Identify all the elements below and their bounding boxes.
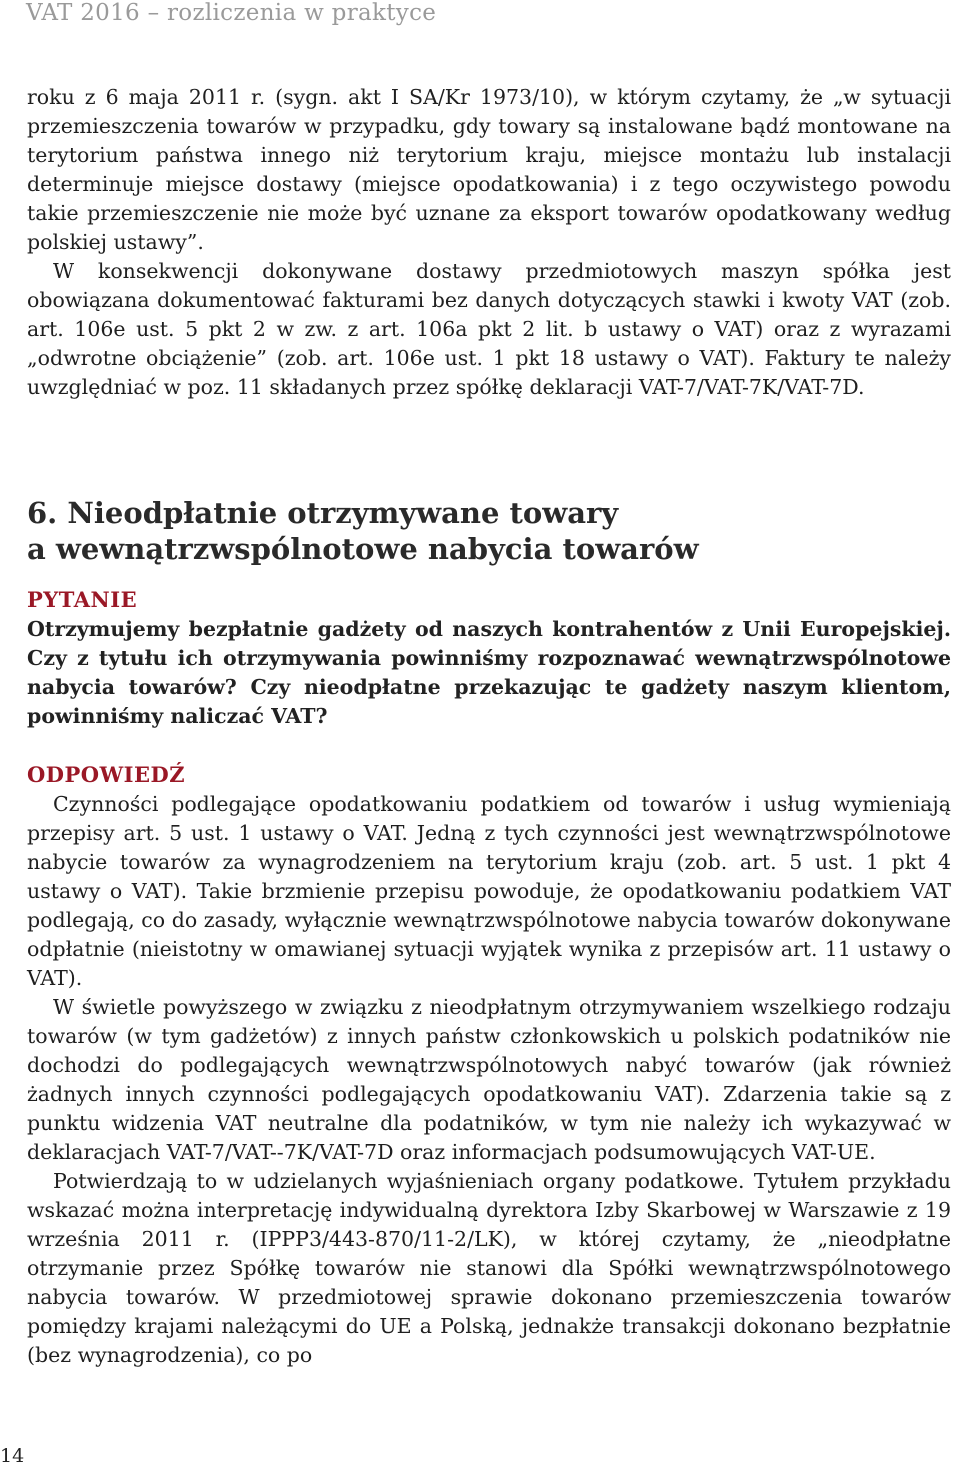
section-heading-line1 (27, 495, 951, 531)
answer-paragraph: Potwierdzają to w udzielanych wyjaśnieniach organy podatkowe. Tytułem przykładu wskazać można interpretację indywidualną dyrektora Izby Skarbowej w Warszawie z 19 września 2011 r. (IPPP3/443-870/11-2/LK), w której czytamy, że „nieodpłatne otrzymanie przez Spółkę towarów nie stanowi dla Spółki wewnątrzwspólnotowego nabycia towarów. W przedmiotowej sprawie dokonano przemieszczenia towarów pomiędzy krajami należącymi do UE a Polską, jednakże transakcji dokonano bezpłatnie (bez wynagrodzenia), co po (27, 1169, 951, 1367)
answer-label: ODPOWIEDŹ (27, 762, 186, 787)
answer-text (27, 790, 951, 1370)
section-title-line2: a wewnątrzwspólnotowe nabycia towarów (27, 532, 699, 566)
section-title-line1: Nieodpłatnie otrzymywane towary (67, 496, 619, 530)
page-number: 14 (0, 1445, 25, 1467)
running-header-title: VAT 2016 – rozliczenia w praktyce (26, 0, 437, 26)
answer-paragraph: W świetle powyższego w związku z nieodpłatnym otrzymywaniem wszelkiego rodzaju towarów (w tym gadżetów) z innych państw członkowskich u polskich podatników nie dochodzi do podlegających wewnątrzwspólnotowych nabyć towarów (jak również żadnych innych czynności podlegających opodatkowaniu VAT). Zdarzenia takie są z punktu widzenia VAT neutralne dla podatników, w tym nie należy ich wykazywać w deklaracjach VAT-7/VAT--7K/VAT-7D oraz informacjach podsumowujących VAT-UE. (27, 995, 951, 1164)
intro-paragraph: W konsekwencji dokonywane dostawy przedmiotowych maszyn spółka jest obowiązana dokumentować fakturami bez danych dotyczących stawki i kwoty VAT (zob. art. 106e ust. 5 pkt 2 w zw. z art. 106a pkt 2 lit. b ustawy o VAT) oraz z wyrazami „odwrotne obciążenie” (zob. art. 106e ust. 1 pkt 18 ustawy o VAT). Faktury te należy uwzględniać w poz. 11 składanych przez spółkę deklaracji VAT-7/VAT-7K/VAT-7D. (27, 259, 951, 399)
answer-paragraph: Czynności podlegające opodatkowaniu podatkiem od towarów i usług wymieniają przepisy art. 5 ust. 1 ustawy o VAT. Jedną z tych czynności jest wewnątrzwspólnotowe nabycie towarów za wynagrodzeniem na terytorium kraju (zob. art. 5 ust. 1 pkt 4 ustawy o VAT). Takie brzmienie przepisu powoduje, że opodatkowaniu podatkiem VAT podlegają, co do zasady, wyłącznie wewnątrzwspólnotowe nabycia towarów dokonywane odpłatnie (nieistotny w omawianej sytuacji wyjątek wynika z przepisów art. 11 ustawy o VAT). (27, 792, 951, 990)
section-heading (27, 495, 951, 567)
intro-text (27, 83, 951, 402)
intro-paragraph: roku z 6 maja 2011 r. (sygn. akt I SA/Kr 1973/10), w którym czytamy, że „w sytuacji przemieszczenia towarów w przypadku, gdy towary są instalowane bądź montowane na terytorium państwa innego niż terytorium kraju, miejsce montażu lub instalacji determinuje miejsce dostawy (miejsce opodatkowania) i z tego oczywistego powodu takie przemieszczenie nie może być uznane za eksport towarów opodatkowany według polskiej ustawy”. (27, 85, 951, 254)
question-text: Otrzymujemy bezpłatnie gadżety od naszych kontrahentów z Unii Europejskiej. Czy z tytułu ich otrzymywania powinniśmy rozpoznawać wewnątrzwspólnotowe nabycia towarów? Czy nieodpłatne przekazując te gadżety naszym klientom, powinniśmy naliczać VAT? (27, 617, 951, 728)
question-label: PYTANIE (27, 587, 138, 612)
section-number: 6. (27, 496, 58, 530)
